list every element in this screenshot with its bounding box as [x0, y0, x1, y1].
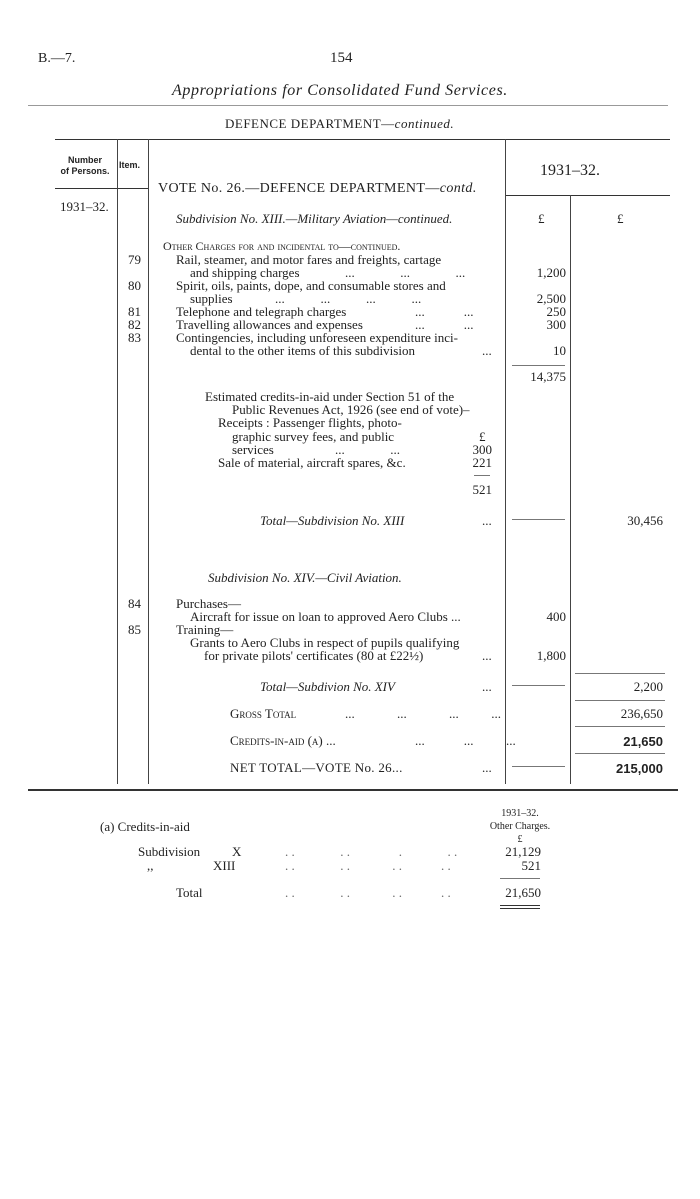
footnote-row-label: Subdivision — [138, 844, 201, 859]
gross-total-amount: 236,650 — [620, 706, 663, 721]
leader-dots: ... ... — [415, 317, 474, 332]
leader-dots: . . . . . . . — [285, 844, 458, 859]
sale-amount: 221 — [472, 455, 492, 470]
col-divider-persons — [117, 139, 118, 784]
footnote-total-label: Total — [176, 885, 203, 900]
item-amount: 1,800 — [536, 648, 566, 663]
item-description: Spirit, oils, paints, dope, and consumable stores and — [176, 278, 446, 293]
item-number: 80 — [128, 278, 141, 293]
item-amount: 300 — [546, 317, 566, 332]
sub14-heading: Subdivision No. XIV.—Civil Aviation. — [208, 570, 402, 585]
gross-total-label: Gross Total — [230, 706, 297, 721]
currency-col2: £ — [617, 211, 624, 226]
item-amount: 1,200 — [536, 265, 566, 280]
net-total-amount: 215,000 — [616, 761, 663, 776]
item-amount: 10 — [553, 343, 566, 358]
item-amount: 2,500 — [536, 291, 566, 306]
item-description-cont: supplies — [190, 291, 233, 306]
leader-dots: ... ... ... — [415, 733, 516, 748]
leader-dots: ... ... — [415, 304, 474, 319]
col-divider-amount2 — [570, 195, 571, 784]
footnote-row-amount: 21,129 — [505, 844, 541, 859]
leader-dots: ... — [482, 648, 492, 663]
item-description: Rail, steamer, and motor fares and freights, cartage — [176, 252, 442, 267]
leader-dots: ... ... — [335, 442, 400, 457]
footnote-row-roman: XIII — [213, 858, 236, 873]
page-title: Appropriations for Consolidated Fund Services. — [172, 82, 508, 99]
year-header: 1931–32. — [540, 162, 600, 179]
persons-year: 1931–32. — [60, 199, 109, 214]
leader-dots: ... ... ... ... — [345, 706, 501, 721]
sub13-total-label: Total—Subdivision No. XIII — [260, 513, 405, 528]
total-rule — [512, 766, 565, 767]
vote-title-text: VOTE No. 26.—DEFENCE DEPARTMENT— — [158, 181, 440, 196]
item-number: 82 — [128, 317, 141, 332]
leader-dots: ... — [482, 343, 492, 358]
credits-total: 521 — [472, 482, 492, 497]
item-group: Purchases— — [176, 596, 241, 611]
leader-dots: . . . . . . . . — [285, 858, 451, 873]
total-rule — [575, 726, 665, 727]
item-description: Telephone and telegraph charges — [176, 304, 347, 319]
sub14-total-amount: 2,200 — [633, 679, 663, 694]
total-rule — [512, 685, 565, 686]
persons-header-line1: Number — [67, 155, 102, 165]
leader-dots: ... — [482, 513, 492, 528]
item-description-cont: and shipping charges — [190, 265, 300, 280]
receipts-line2: graphic survey fees, and public — [232, 429, 395, 444]
credits-rule — [474, 475, 490, 476]
leader-dots: . . . . . . . . — [285, 885, 451, 900]
item-description: Grants to Aero Clubs in respect of pupils qualifying — [190, 635, 460, 650]
item-number: 83 — [128, 330, 141, 345]
leader-dots: ... ... ... — [345, 265, 466, 280]
table-head-rule-left — [55, 188, 148, 189]
credits-in-aid-label: Credits-in-aid (a) ... — [230, 733, 336, 748]
other-charges-heading: Other Charges for and incidental to—continued. — [163, 239, 401, 253]
title-rule — [28, 105, 668, 106]
footnote-row-roman: X — [232, 844, 242, 859]
footnote-currency: £ — [517, 834, 523, 845]
receipts-line3: services — [232, 442, 274, 457]
department-suffix: continued. — [394, 116, 455, 131]
net-total-label: NET TOTAL—VOTE No. 26... — [230, 760, 403, 775]
total-rule — [512, 519, 565, 520]
table-bottom-rule — [28, 789, 678, 791]
credits-estimate-line1: Estimated credits-in-aid under Section 51 of the — [205, 389, 455, 404]
item-number: 84 — [128, 596, 141, 611]
item-description-cont: for private pilots' certificates (80 at £22½) — [204, 648, 424, 663]
item-number: 85 — [128, 622, 141, 637]
footnote-year: 1931–32. — [501, 808, 539, 819]
total-rule — [575, 753, 665, 754]
item-amount: 250 — [546, 304, 566, 319]
persons-header — [55, 155, 115, 177]
page-ref: B.—7. — [38, 51, 76, 66]
item-group: Training— — [176, 622, 234, 637]
footnote-total-amount: 21,650 — [505, 885, 541, 900]
item-number: 79 — [128, 252, 141, 267]
item-description: Aircraft for issue on loan to approved Aero Clubs ... — [190, 609, 461, 624]
leader-dots: ... ... ... ... — [275, 291, 422, 306]
receipts-currency: £ — [479, 429, 486, 444]
col-divider-item — [148, 139, 149, 784]
item-description: Contingencies, including unforeseen expenditure inci- — [176, 330, 458, 345]
department-name: DEFENCE DEPARTMENT— — [225, 116, 395, 131]
subtotal-rule — [512, 365, 565, 366]
item-description: Travelling allowances and expenses — [176, 317, 363, 332]
sub13-heading: Subdivision No. XIII.—Military Aviation—continued. — [176, 211, 453, 226]
footnote-label: (a) Credits-in-aid — [100, 819, 190, 834]
vote-title-suffix: contd. — [439, 181, 477, 196]
persons-header-line2: of Persons. — [60, 166, 110, 176]
department-title — [225, 117, 454, 130]
footnote-double-rule — [500, 905, 540, 906]
currency-col1: £ — [538, 211, 545, 226]
item-description-cont: dental to the other items of this subdivision — [190, 343, 415, 358]
col-divider-amount1 — [505, 139, 506, 784]
footnote-row-label: ,, — [147, 858, 154, 873]
leader-dots: ... — [482, 760, 492, 775]
sale-label: Sale of material, aircraft spares, &c. — [218, 455, 406, 470]
receipts-line1: Receipts : Passenger flights, photo- — [218, 415, 402, 430]
footnote-double-rule — [500, 908, 540, 909]
credits-in-aid-amount: 21,650 — [623, 734, 663, 749]
page-number: 154 — [330, 50, 353, 66]
total-rule — [575, 673, 665, 674]
receipts-amount: 300 — [472, 442, 492, 457]
credits-estimate-line2: Public Revenues Act, 1926 (see end of vote)– — [232, 402, 470, 417]
item-amount: 400 — [546, 609, 566, 624]
sub13-subtotal: 14,375 — [530, 369, 566, 384]
footnote-row-amount: 521 — [521, 858, 541, 873]
vote-title — [158, 182, 477, 195]
total-rule — [575, 700, 665, 701]
sub13-total-amount: 30,456 — [627, 513, 663, 528]
table-head-rule-right — [505, 195, 670, 196]
footnote-column: Other Charges. — [489, 821, 551, 832]
sub14-total-label: Total—Subdivion No. XIV — [260, 679, 395, 694]
item-header: Item. — [119, 160, 141, 170]
leader-dots: ... — [482, 679, 492, 694]
item-number: 81 — [128, 304, 141, 319]
footnote-rule — [500, 878, 540, 879]
